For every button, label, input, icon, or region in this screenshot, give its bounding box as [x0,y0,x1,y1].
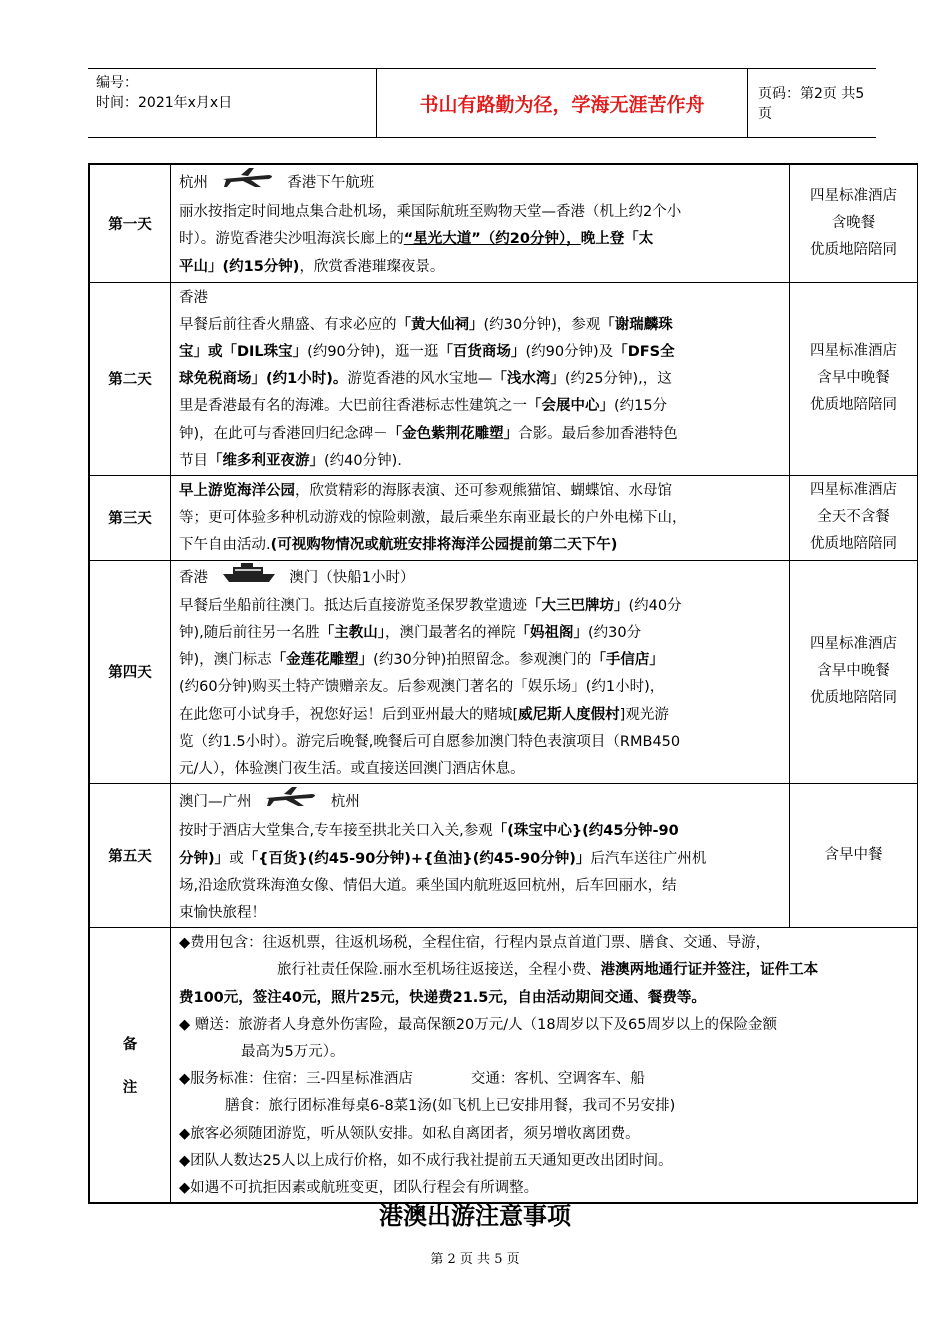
desc-text: ]观光游 [619,706,669,723]
highlight-text: 「浅水湾」 [492,371,565,388]
route-to: 澳门（快船1小时） [289,569,415,586]
highlight-text: 「谢瑞麟珠 [600,316,673,333]
header-time: 时间：2021年x月x日 [96,95,233,111]
desc-text: (约90分钟)及 [525,343,614,360]
route-to: 杭州 [330,794,360,811]
highlight-text: 「主教山」 [319,624,386,641]
highlight-text: 早上游览海洋公园 [179,482,295,499]
table-row [89,282,918,475]
route-from: 澳门—广州 [179,794,252,811]
highlight-text: 宝」或「DIL珠宝」 [179,343,308,360]
remark-line: 费100元，签注40元，照片25元，快递费21.5元，自由活动期间交通、餐费等。 [179,989,706,1006]
day-service-note [790,475,918,560]
day-label: 第一天 [89,164,171,282]
desc-text: (约30分钟)，参观 [483,316,601,333]
desc-text: 里是香港最有名的海滩。大巴前往香港标志性建筑之一 [179,398,527,415]
highlight-text: 「黄大仙祠」 [396,316,484,333]
ship-icon [221,563,277,593]
table-row [89,164,918,282]
highlight-text: 「维多利亚夜游」 [208,452,324,469]
remark-line: ◆费用包含：往返机票，往返机场税，全程住宿，行程内景点首道门票、膳食、交通、导游， [179,935,771,952]
remark-line: 最高为5万元）。 [241,1043,345,1060]
remarks-label-char: 注 [122,1080,138,1097]
desc-text: 下午自由活动. [179,537,271,554]
day-description [171,784,790,928]
desc-text: 钟)，澳门标志 [179,652,272,669]
desc-line: 元/人），体验澳门夜生活。或直接送回澳门酒店休息。 [179,760,525,777]
day-service-note [790,282,918,475]
remark-line: 膳食：旅行团标准每桌6-8菜1汤(如飞机上已安排用餐，我司不另安排) [225,1098,676,1115]
desc-text: (约40分 [628,597,682,614]
day-label: 第三天 [89,475,171,560]
highlight-text: 「大三巴牌坊」 [527,597,629,614]
section-title: 港澳出游注意事项 [379,1202,571,1230]
header-motto: 书山有路勤为径，学海无涯苦作舟 [376,69,748,137]
remark-line: ◆如遇不可抗拒因素或航班变更，团队行程会有所调整。 [179,1180,539,1196]
highlight-text: 「(珠宝中心}(约45分钟-90 [492,823,679,840]
note-line: 四星标准酒店 [810,636,897,653]
day-service-note [790,560,918,784]
note-line: 四星标准酒店 [810,343,897,360]
page-header [88,68,876,138]
desc-text: 按时于酒店大堂集合,专车接至拱北关口入关,参观 [179,823,493,840]
remark-line: ◆旅客必须随团游览，听从领队安排。如私自离团者，须另增收离团费。 [179,1125,640,1142]
desc-text: 节目 [179,452,208,469]
header-meta [96,73,286,113]
remarks-content [171,928,918,1204]
note-line: 全天不含餐 [817,509,890,526]
desc-text: 早餐后前往香火鼎盛、有求必应的 [179,316,397,333]
desc-text: (约15分 [614,398,668,415]
day-service-note [790,784,918,928]
highlight-text: 「{百货}(约45-90分钟)+{鱼油}(约45-90分钟)」 [243,850,591,867]
desc-text: 钟),随后前往另一名胜 [179,624,320,641]
header-code: 编号： [96,75,138,91]
route-from: 香港 [179,569,208,586]
highlight-text: 威尼斯人度假村 [518,706,620,723]
note-line: 优质地陪陪同 [810,241,897,258]
remark-text: 交通：客机、空调客车、船 [470,1071,645,1088]
desc-text: 时）。游览香港尖沙咀海滨长廊上的 [179,231,404,248]
note-line: 含晚餐 [831,214,876,231]
highlight-text: “星光大道”（约20分钟）， [403,231,581,248]
day-description [171,475,790,560]
desc-text: ，欣赏精彩的海豚表演、还可参观熊猫馆、蝴蝶馆、水母馆 [295,482,672,499]
note-line: 优质地陪陪同 [810,536,897,553]
highlight-text: 「金莲花雕塑」 [271,652,374,669]
desc-line: 场,沿途欣赏珠海渔女像、情侣大道。乘坐国内航班返回杭州，后车回丽水，结 [179,877,677,894]
remark-text: 旅行社责任保险.丽水至机场往返接送，全程小费、 [277,962,601,979]
note-line: 含早中晚餐 [817,663,890,680]
page-footer: 第 2 页 共 5 页 [430,1252,520,1267]
remark-highlight: 港澳两地通行证并签注，证件工本 [600,962,819,979]
desc-line: 览（约1.5小时）。游完后晚餐,晚餐后可自愿参加澳门特色表演项目（RMB450 [179,733,681,750]
desc-text: 游览香港的风水宝地— [347,371,493,388]
airplane-icon [264,786,318,818]
desc-line: (约60分钟)购买土特产馈赠亲友。后参观澳门著名的「娱乐场」(约1小时)， [179,679,665,696]
note-line: 优质地陪陪同 [810,397,897,414]
remarks-label-char: 备 [122,1037,138,1054]
day-description [171,282,790,475]
note-line: 含早中晚餐 [817,370,890,387]
desc-text: (约25分钟),，这 [564,371,672,388]
route: 香港 [179,289,208,306]
day-description [171,164,790,282]
table-row [89,560,918,784]
route-from: 杭州 [179,175,208,192]
desc-line: 丽水按指定时间地点集合赴机场，乘国际航班至购物天堂—香港（机上约2个小 [179,204,682,221]
desc-line: 束愉快旅程！ [179,904,266,921]
desc-text: 后汽车送往广州机 [590,850,707,867]
itinerary-table [88,163,918,1204]
highlight-text: 「DFS全 [613,343,675,360]
desc-text: 早餐后坐船前往澳门。抵达后直接游览圣保罗教堂遗迹 [179,597,527,614]
note-line: 四星标准酒店 [810,187,897,204]
desc-text: 或 [229,850,244,867]
table-row [89,784,918,928]
desc-text: 晚上登「太 [580,231,654,248]
highlight-text: 「手信店」 [591,652,664,669]
day-service-note [790,164,918,282]
desc-text: (约30分 [588,624,642,641]
highlight-text: (可视购物情况或航班安排将海洋公园提前第二天下午) [270,537,618,554]
highlight-text: 「百货商场」 [438,343,526,360]
note-line: 四星标准酒店 [810,482,897,499]
desc-text: 钟)，在此可与香港回归纪念碑－ [179,425,388,442]
table-row [89,475,918,560]
route-to: 香港下午航班 [287,175,375,192]
highlight-text: 球免税商场」(约1小时)。 [179,371,348,388]
desc-text: 在此您可小试身手，祝您好运！后到亚州最大的赌城[ [179,706,519,723]
highlight-text: 「金色紫荆花雕塑」 [387,425,519,442]
remarks-label [89,928,171,1204]
remark-text: ◆服务标准：住宿：三-四星标准酒店 [179,1071,413,1088]
day-description [171,560,790,784]
day-label: 第五天 [89,784,171,928]
remark-line: ◆团队人数达25人以上成行价格，如不成行我社提前五天通知更改出团时间。 [179,1152,673,1169]
desc-text: (约90分钟)，逛一逛 [307,343,439,360]
desc-line: 等；更可体验多种机动游戏的惊险刺激，最后乘坐东南亚最长的户外电梯下山， [179,510,687,527]
table-row [89,928,918,1204]
airplane-icon [221,167,275,199]
desc-text: ，澳门最著名的禅院 [385,624,516,641]
note-line: 优质地陪陪同 [810,690,897,707]
desc-text: ，欣赏香港璀璨夜景。 [299,258,445,275]
header-page: 页码：第2页 共5页 [758,86,865,122]
remark-line: ◆ 赠送：旅游者人身意外伤害险，最高保额20万元/人（18周岁以下及65周岁以上的保险金额 [179,1016,777,1033]
day-label: 第二天 [89,282,171,475]
desc-text: 合影。最后参加香港特色 [518,425,678,442]
desc-text: (约40分钟). [324,452,402,469]
highlight-text: 「妈祖阁」 [515,624,589,641]
highlight-text: 「会展中心」 [527,398,614,415]
desc-text: (约30分钟)拍照留念。参观澳门的 [373,652,592,669]
note-line: 含早中餐 [824,847,883,864]
highlight-text: 平山」(约15分钟) [179,258,300,275]
highlight-text: 分钟)」 [179,850,230,867]
day-label: 第四天 [89,560,171,784]
